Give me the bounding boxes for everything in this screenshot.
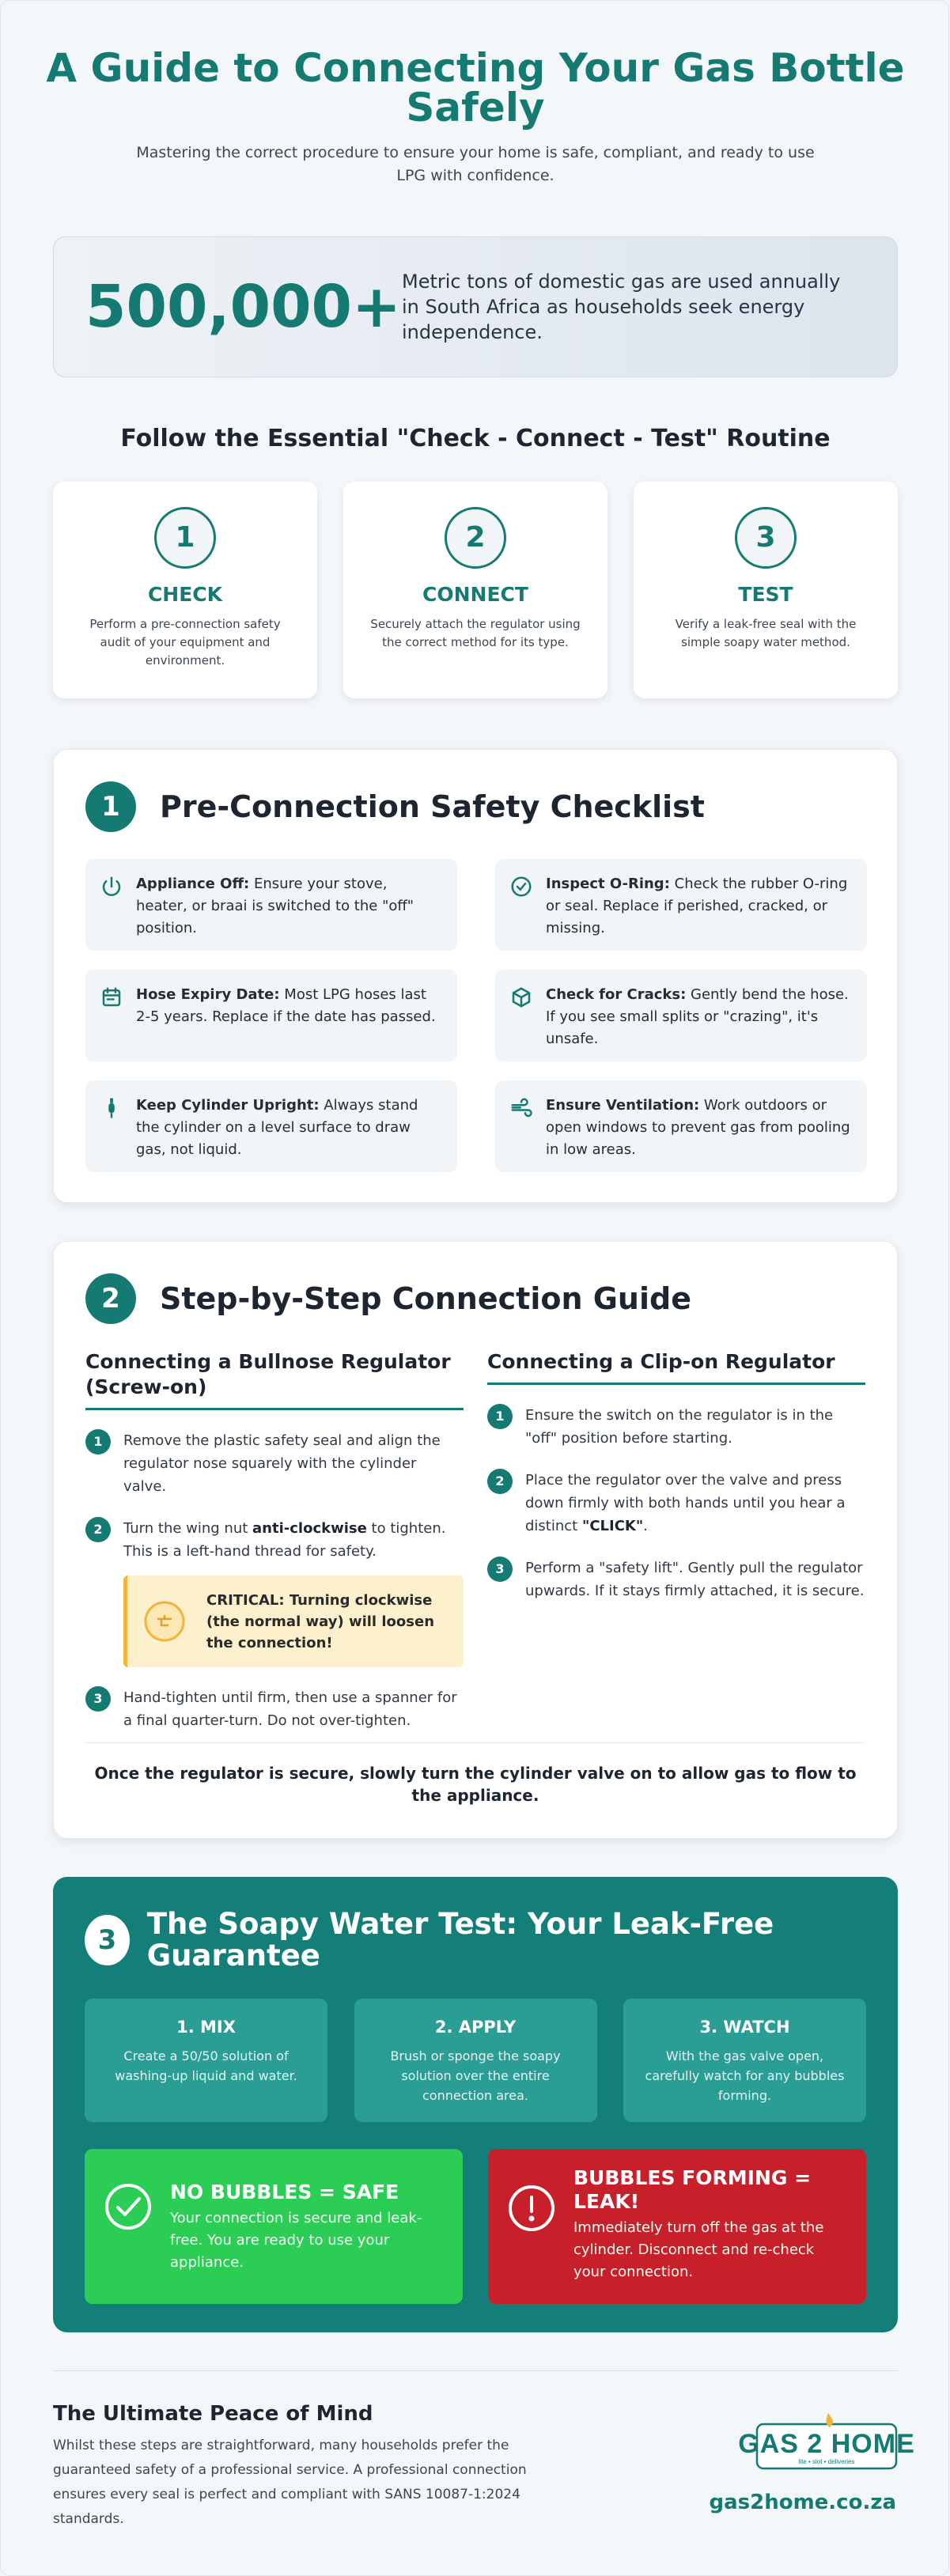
soapy-step-title: 3. WATCH	[699, 2018, 790, 2037]
checklist-section	[53, 749, 898, 1203]
checklist-text: Check the rubber O-ring or seal. Replace if perished, cracked, or missing.	[546, 876, 848, 936]
svg-text:GAS 2 HOME: GAS 2 HOME	[738, 2429, 915, 2459]
guide-step	[85, 1429, 464, 1498]
footer-title: The Ultimate Peace of Mind	[53, 2402, 373, 2426]
stat-text: Metric tons of domestic gas are used annually in South Africa as households seek energy independence.	[402, 270, 841, 343]
critical-text: CRITICAL: Turning clockwise (the normal way) will loosen the connection!	[206, 1591, 435, 1651]
guide-step	[487, 1404, 865, 1450]
soapy-step-desc: With the gas valve open, carefully watch for any bubbles forming.	[645, 2048, 845, 2103]
checklist-text: Work outdoors or open windows to prevent gas from pooling in low areas.	[546, 1097, 850, 1158]
checklist-label: Appliance Off:	[136, 876, 250, 892]
step-desc: Securely attach the regulator using the correct method for its type.	[370, 617, 581, 649]
cube-icon	[509, 985, 533, 1009]
guide-step-number: 1	[85, 1429, 111, 1454]
result-safe	[85, 2149, 463, 2304]
step-number: 2	[445, 507, 506, 569]
stat-number: 500,000+	[85, 273, 402, 341]
soapy-step-watch	[623, 1999, 866, 2122]
soapy-step-title: 2. APPLY	[434, 2018, 517, 2037]
step-title: CONNECT	[422, 583, 528, 606]
result-title: NO BUBBLES = SAFE	[170, 2181, 399, 2203]
result-title: BUBBLES FORMING = LEAK!	[573, 2166, 812, 2213]
routine-step-test	[634, 482, 898, 698]
bullnose-column	[85, 1349, 464, 1732]
guide-step-text: Hand-tighten until firm, then use a spanner for a final quarter-turn. Do not over-tighten.	[123, 1689, 457, 1729]
step-desc: Verify a leak-free seal with the simple soapy water method.	[675, 617, 857, 649]
guide-step-text: .	[643, 1518, 648, 1534]
step-number: 1	[154, 507, 216, 569]
wind-icon	[509, 1096, 533, 1120]
routine-step-connect	[343, 482, 607, 698]
guide-step-number: 3	[85, 1686, 111, 1712]
guide-footer-note: Once the regulator is secure, slowly turn the cylinder valve on to allow gas to flow to the appliance.	[85, 1742, 865, 1806]
soapy-step-apply	[354, 1999, 597, 2122]
clipon-title: Connecting a Clip-on Regulator	[487, 1349, 865, 1385]
power-icon	[100, 875, 123, 898]
checklist-item	[495, 970, 867, 1061]
section-title: Pre-Connection Safety Checklist	[160, 789, 705, 824]
checklist-label: Ensure Ventilation:	[546, 1097, 700, 1114]
guide-step-text: Turn the wing nut	[123, 1520, 253, 1537]
check-circle-icon	[509, 875, 533, 898]
page-subtitle: Mastering the correct procedure to ensure your home is safe, compliant, and ready to use LPG with confidence.	[136, 144, 815, 184]
step-desc: Perform a pre-connection safety audit of your equipment and environment.	[89, 617, 281, 668]
guide-step-text: to tighten. This is a left-hand thread for safety.	[123, 1520, 446, 1560]
routine-steps	[53, 482, 898, 698]
result-leak	[488, 2149, 866, 2304]
tap-icon	[143, 1600, 186, 1643]
step-number: 3	[735, 507, 797, 569]
soapy-step-mix	[85, 1999, 327, 2122]
step-title: CHECK	[147, 583, 223, 606]
guide-step-emphasis: "CLICK"	[581, 1518, 644, 1534]
guide-step-number: 2	[487, 1469, 513, 1494]
guide-step-text: Place the regulator over the valve and press down firmly with both hands until you hear a distinct	[525, 1472, 846, 1534]
footer-text: Whilst these steps are straightforward, many households prefer the guaranteed safety of a professional service. A professional connection ensures every seal is perfect and compliant with SANS 10087-1:2024 standards.	[53, 2438, 527, 2527]
footer-divider	[53, 2370, 898, 2371]
routine-heading: Follow the Essential "Check - Connect - Test" Routine	[120, 425, 831, 452]
soapy-step-desc: Brush or sponge the soapy solution over the entire connection area.	[390, 2048, 561, 2103]
section-number: 3	[85, 1915, 130, 1965]
website-link[interactable]: gas2home.co.za	[709, 2491, 896, 2514]
guide-step-number: 2	[85, 1517, 111, 1542]
checklist-text: Ensure your stove, heater, or braai is switched to the "off" position.	[136, 876, 414, 936]
checklist-item	[495, 1080, 867, 1172]
connection-guide-section	[53, 1241, 898, 1839]
guide-step-text: Remove the plastic safety seal and align the regulator nose squarely with the cylinder valve.	[123, 1432, 441, 1495]
soapy-test-section	[53, 1877, 898, 2332]
routine-step-check	[53, 482, 317, 698]
page-title: A Guide to Connecting Your Gas Bottle Safely	[46, 45, 905, 131]
calendar-icon	[100, 985, 123, 1009]
step-title: TEST	[738, 583, 793, 606]
checklist-item	[85, 970, 457, 1061]
section-number: 1	[85, 781, 136, 832]
guide-step-emphasis: anti-clockwise	[252, 1520, 367, 1537]
guide-step	[487, 1557, 865, 1602]
checklist-item	[85, 1080, 457, 1172]
section-number: 2	[85, 1273, 136, 1324]
checklist-label: Inspect O-Ring:	[546, 876, 670, 892]
section-title: The Soapy Water Test: Your Leak-Free Guarantee	[146, 1907, 774, 1973]
critical-warning	[123, 1575, 464, 1667]
guide-step	[85, 1517, 464, 1563]
guide-step-text: Perform a "safety lift". Gently pull the regulator upwards. If it stays firmly attached, it is secure.	[525, 1560, 865, 1599]
cylinder-icon	[100, 1096, 123, 1120]
checklist-item	[85, 859, 457, 951]
guide-step	[85, 1686, 464, 1732]
checklist-text: Gently bend the hose. If you see small splits or "crazing", it's unsafe.	[546, 986, 849, 1047]
checklist-item	[495, 859, 867, 951]
soapy-step-desc: Create a 50/50 solution of washing-up liquid and water.	[115, 2048, 297, 2083]
guide-step	[487, 1469, 865, 1538]
result-desc: Your connection is secure and leak-free. You are ready to use your appliance.	[170, 2210, 422, 2271]
checklist-label: Hose Expiry Date:	[136, 986, 280, 1003]
checklist-grid	[85, 859, 865, 1172]
clipon-column	[487, 1349, 865, 1732]
checklist-label: Keep Cylinder Upright:	[136, 1097, 320, 1114]
bullnose-title: Connecting a Bullnose Regulator (Screw-on)	[85, 1349, 464, 1410]
guide-step-text: Ensure the switch on the regulator is in the "off" position before starting.	[525, 1407, 834, 1447]
check-circle-icon	[104, 2182, 153, 2231]
result-desc: Immediately turn off the gas at the cylinder. Disconnect and re-check your connection.	[573, 2219, 824, 2280]
guide-step-number: 1	[487, 1404, 513, 1429]
guide-step-number: 3	[487, 1557, 513, 1582]
checklist-label: Check for Cracks:	[546, 986, 687, 1003]
stat-box	[53, 236, 898, 377]
section-title: Step-by-Step Connection Guide	[160, 1281, 691, 1316]
checklist-text: Always stand the cylinder on a level surface to draw gas, not liquid.	[136, 1097, 418, 1158]
checklist-text: Most LPG hoses last 2-5 years. Replace if the date has passed.	[136, 986, 436, 1025]
alert-circle-icon	[507, 2184, 556, 2233]
soapy-step-title: 1. MIX	[176, 2018, 236, 2037]
gas2home-logo	[738, 2411, 915, 2473]
svg-text:lite • slot • deliveries: lite • slot • deliveries	[798, 2458, 855, 2465]
